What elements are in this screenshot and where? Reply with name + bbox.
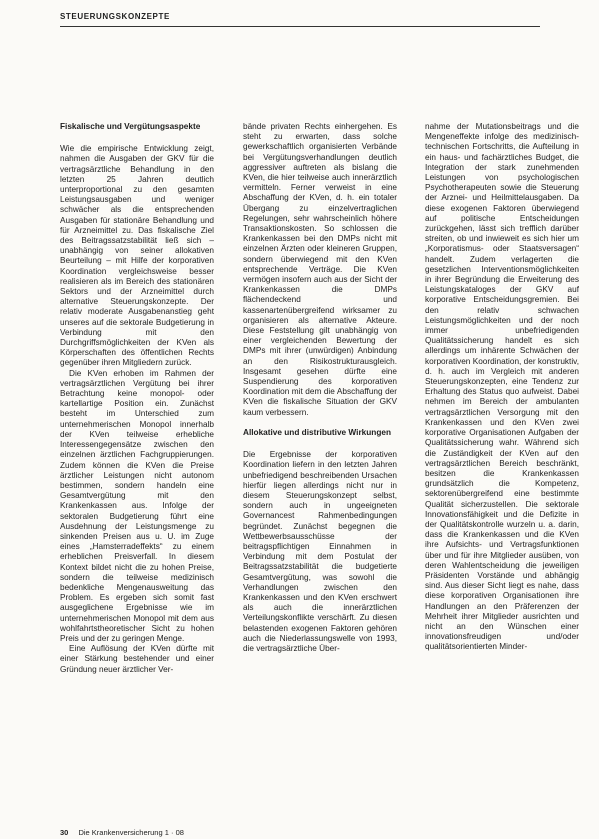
paragraph: Eine Auflösung der KVen dürfte mit einer Stärkung bestehender und einer Gründung neuer ärztlicher Ver- (60, 644, 214, 674)
paragraph: nahme der Mutationsbeitrags und die Mengeneffekte infolge des medizinisch-technischen Fortschritts, die Aufteilung in ein haus- und fachärztliches Budget, die Integration der stark zunehmenden Leistungen von psychologischen Psychotherapeuten sowie die Steuerung der Arznei- und Heilmittelausgaben. Da diese exogenen Faktoren überwiegend auf politische Entscheidungen zurückgehen, lässt sich trefflich darüber streiten, ob und inwieweit es sich hier um „Korporatismus- oder Staatsversagen“ handelt. Zudem verlagerten die gesetzlichen Interventionsmöglichkeiten in ihrer Begründung die Erweiterung des Leistungskataloges der GKV auf korporative Entscheidungsgremien. Bei den relativ schwachen Leistungsmöglichkeiten und der noch immer unbefriedigenden Qualitätssicherung handelt es sich allerdings um inhärente Schwächen der korporativen Koordination, der konstruktiv, d. h. auch im Vergleich mit anderen Steuerungskonzepten, eine Tendenz zur Erhaltung des Status quo aufweist. Dabei nehmen im Bereich der ambulanten vertragsärztlichen Versorgung mit den Krankenkassen und den KVen zwei korporative Organisationen Aufgaben der Qualitätssicherung wahr. Während sich die Zuständigkeit der KVen auf den vertragsärztlichen Bereich beschränkt, besitzen die Krankenkassen grundsätzlich die Kompetenz, sektorenübergreifend eine bestimmte Qualität sicherzustellen. Die sektorale Innovationsfähigkeit und die Defizite in der Qualitätskontrolle wurzeln u. a. darin, dass die Krankenkassen und die KVen ihre Aufsichts- und Vertragsfunktionen über und für ihre Mitglieder ausüben, von deren Wahlentscheidung die jeweiligen Präsidenten Vorstände und abhängig sind. Aus dieser Sicht liegt es nahe, dass diese korporativen Organisationen ihre Handlungen an den Präferenzen der Mehrheit ihrer Mitglieder ausrichten und nicht an den Wünschen einer innovationsfreudigen und/oder qualitätsorientierten Minder- (425, 122, 579, 652)
column-1 (60, 122, 214, 812)
page-footer (60, 828, 540, 838)
journal-name: Die Krankenversicherung 1 · 08 (78, 828, 184, 837)
paragraph: bände privaten Rechts einhergehen. Es steht zu erwarten, dass solche gewerkschaftlich organisierten Verbände bei Vergütungsverhandlungen deutlich aggressiver auftreten als bislang die KVen, die hier teilweise auch innerärztlich vermitteln. Ferner verweist in eine Abschaffung der KVen, d. h. ein totaler Übergang zu einzelvertraglichen Regelungen, sehr wahrscheinlich höhere Transaktionskosten. So schlossen die Krankenkassen bei den DMPs nicht mit einzelnen Ärzten oder kleineren Gruppen, sondern überwiegend mit den KVen entsprechende Verträge. Die KVen vermögen insofern auch aus der Sicht der Krankenkassen die DMPs flächendeckend und kassenartenübergreifend wirksamer zu organisieren als alternative Akteure. Diese Feststellung gilt unabhängig von einer vergleichenden Bewertung der DMPs mit ihrer (unwürdigen) Anbindung an den Risikostrukturausgleich. Insgesamt gesehen dürfte eine Suspendierung des korporativen Koordination mit dem die Abschaffung der KVen die fiskalische Situation der GKV kaum verbessern. (243, 122, 397, 417)
header-rule (60, 26, 540, 27)
column-3 (425, 122, 579, 812)
section-heading-fiscal: Fiskalische und Vergütungsaspekte (60, 122, 201, 131)
paragraph: Die Ergebnisse der korporativen Koordination liefern in den letzten Jahren unbefriedigend beschreibenden Ursachen hierfür liegen allerdings nicht nur in diesem Steuerungskonzept selbst, sondern auch in ungeeigneten Governancest Rahmenbedingungen begründet. Zunächst begegnen die Wettbewerbsausschüsse der beitragspflichtigen Einnahmen in Verbindung mit dem Postulat der Beitragssatzstabilität die budgetierte Gesamtvergütung, was sowohl die Verhandlungen zwischen den Krankenkassen und den KVen erschwert als auch die innerärztlichen Verteilungskonflikte verschärft. Zu diesen belastenden exogenen Faktoren gehören auch die Niederlassungswelle von 1993, die vertragsärztliche Über- (243, 450, 397, 653)
paragraph: Die KVen erhoben im Rahmen der vertragsärztlichen Vergütung bei ihrer Betrachtung keine monopol- oder kartellartige Position ein. Zunächst besteht im Unterschied zum unternehmerischen Monopol innerhalb der KVen teilweise erhebliche Interessengegensätze zwischen den einzelnen ärztlichen Fachgruppierungen. Zudem können die KVen die Preise ärztlicher Leistungen nicht autonom bestimmen, sondern handeln eine Gesamtvergütung mit den Krankenkassen aus. Infolge der sektoralen Budgetierung führt eine Ausdehnung der Leistungsmenge zu sinkenden Preisen aus u. U. im Zuge eines „Hamsterradeffekts“ zu einem erheblichen Preisverfall. In diesem Kontext bildet nicht die zu hohen Preise, sondern die teilweise medizinisch bedenkliche Mengenausweitung das Problem. Es ergeben sich somit fast ausgeglichene Ergebnisse wie im unternehmerischen Monopol mit dem aus wohlfahrtstheoretischer Sicht zu hohen Preis und der zu geringen Menge. (60, 368, 214, 643)
column-2 (243, 122, 397, 812)
section-heading-allocative: Allokative und distributive Wirkungen (243, 427, 391, 437)
paragraph: Wie die empirische Entwicklung zeigt, nahmen die Ausgaben der GKV für die vertragsärztliche Behandlung in den letzten 25 Jahren deutlich unterproportional zu den gesamten Leistungsausgaben und weniger schwächer als die entsprechenden Ausgaben für stationäre Behandlung und für Arzneimittel zu. Das fiskalische Ziel des Beitragssatzstabilität ließ sich – unabhängig von seiner allokativen Beurteilung – mit Hilfe der korporativen Koordination vergleichsweise besser realisieren als im Bereich des stationären Sektors und der Arzneimittel durch alternative Steuerungskonzepte. Der relativ moderate Ausgabenanstieg geht unseres auf die sektorale Budgetierung in Verbindung mit den Durchgriffsmöglichkeiten der KVen als Körperschaften des öffentlichen Rechts gegenüber ihren Mitgliedern zurück. (60, 144, 214, 368)
page-number: 30 (60, 828, 69, 837)
running-header: STEUERUNGSKONZEPTE (60, 12, 170, 21)
